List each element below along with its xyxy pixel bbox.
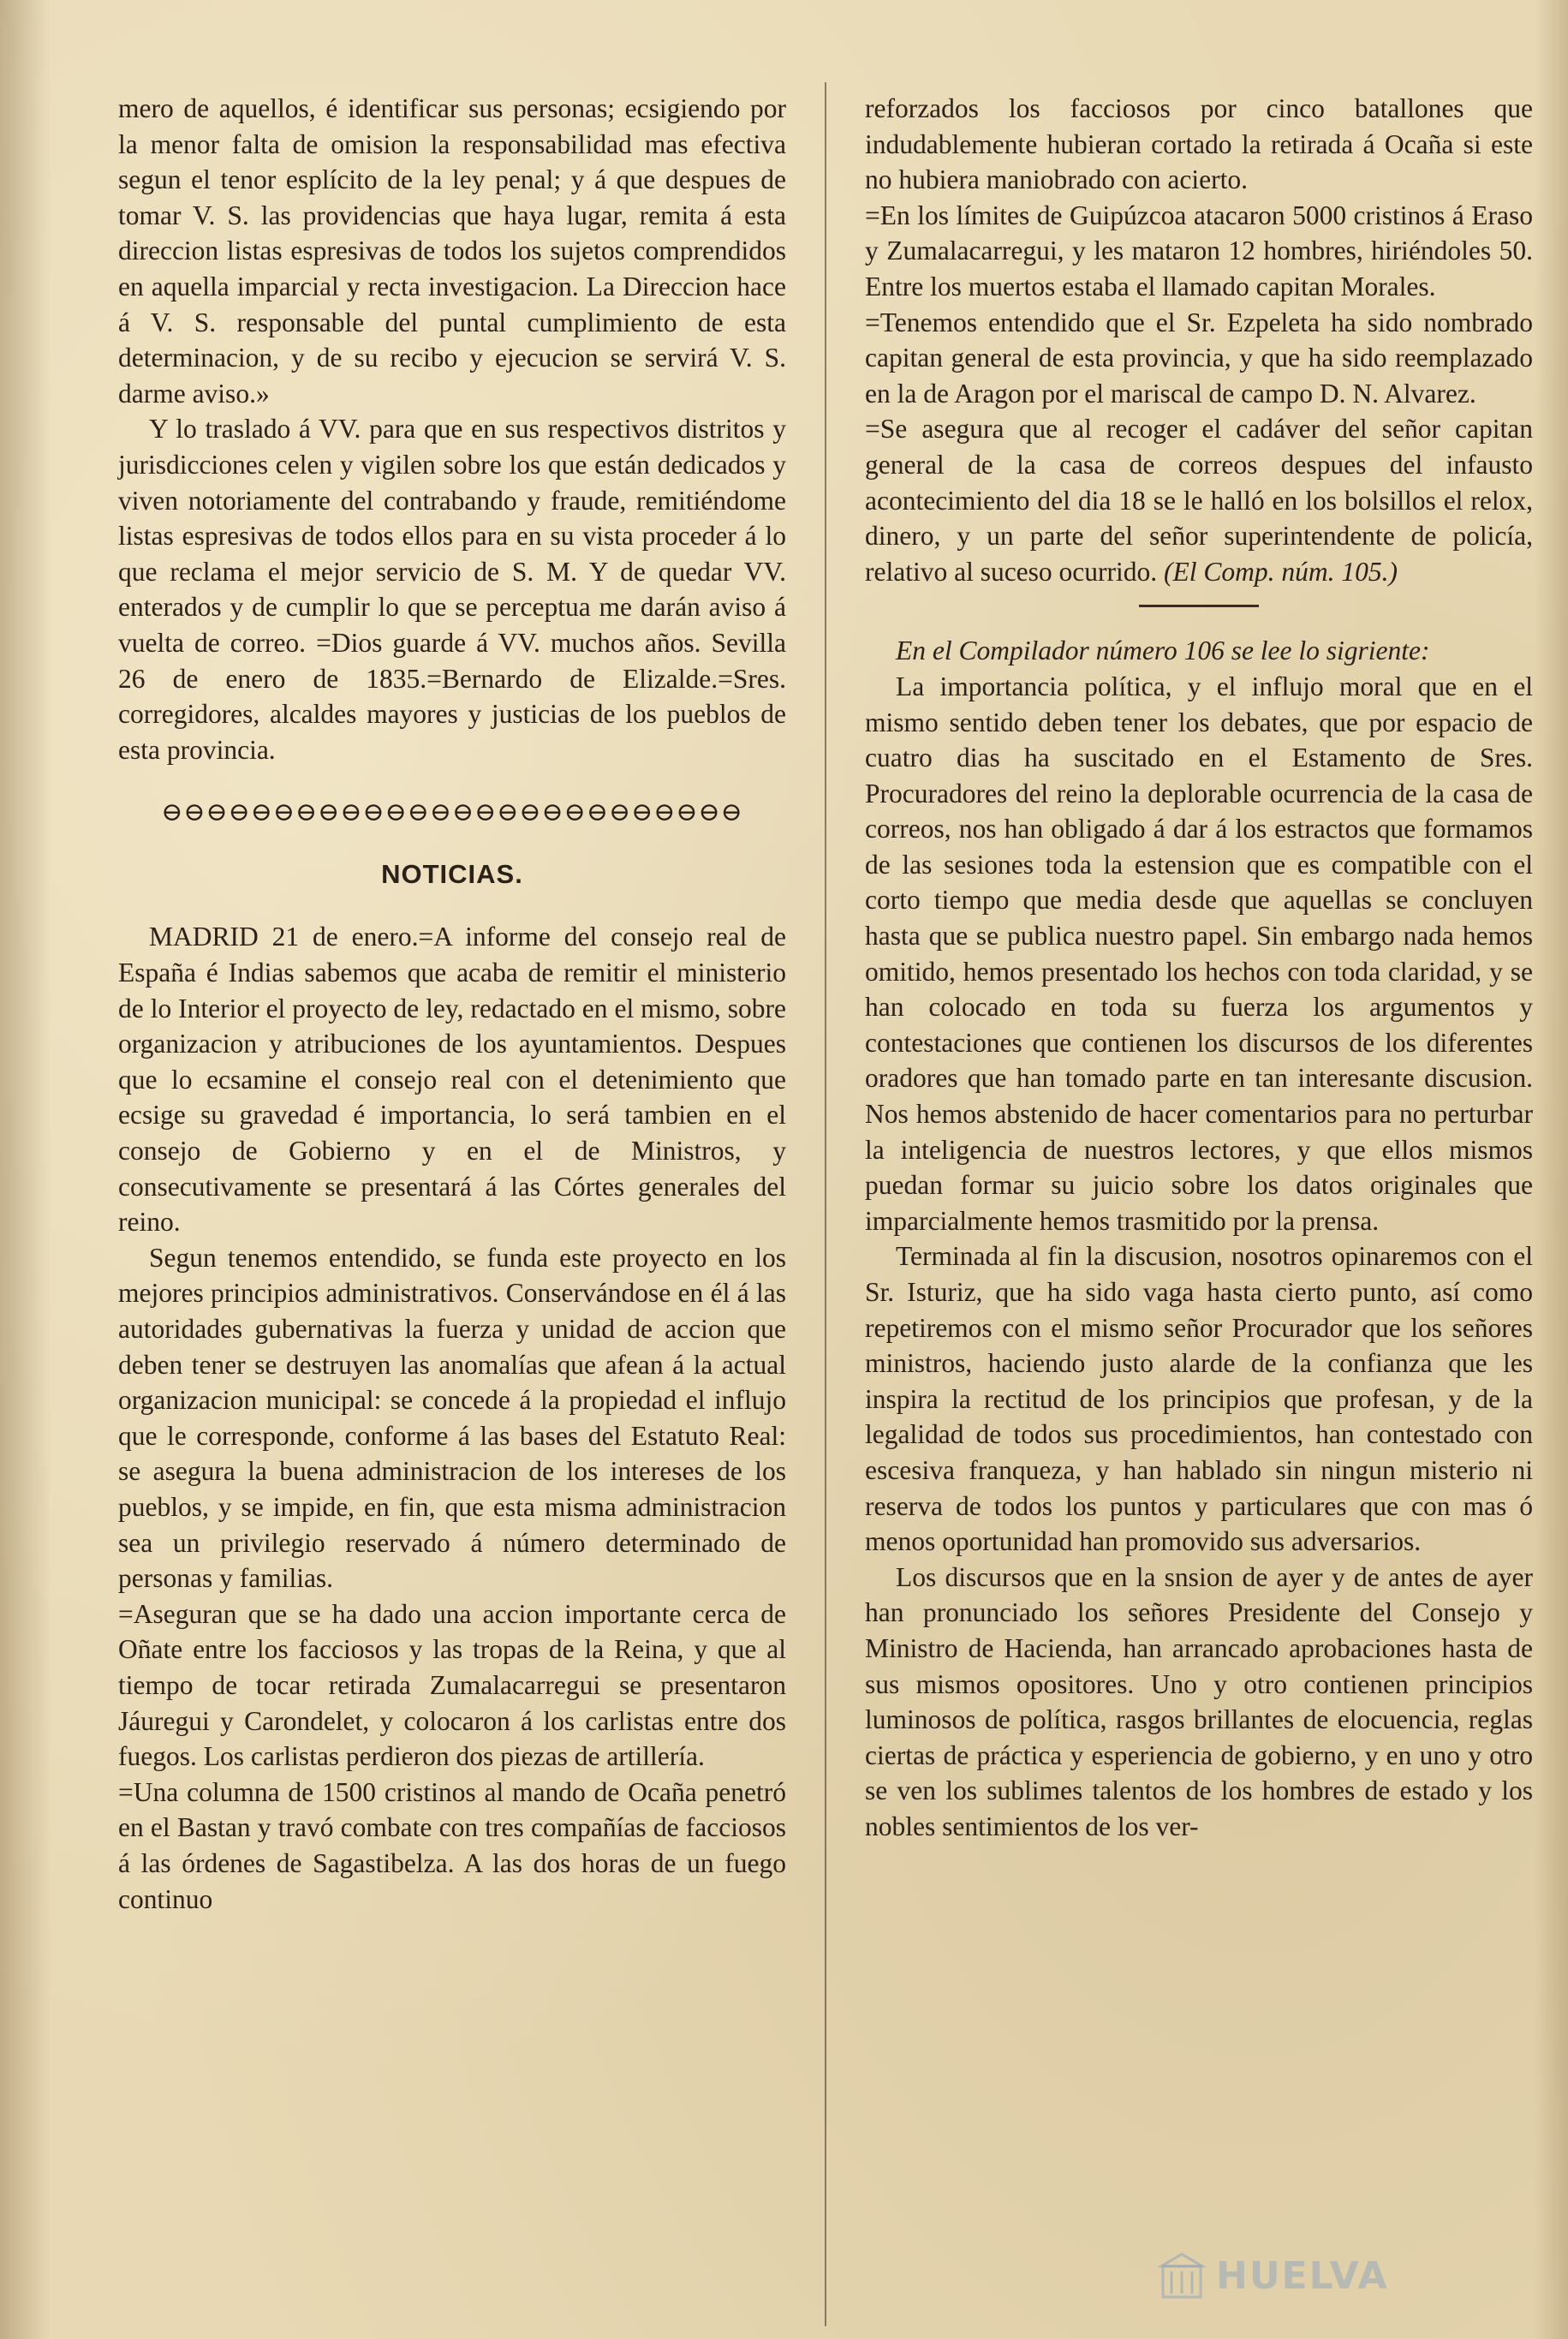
- news-paragraph: =Aseguran que se ha dado una accion importante cerca de Oñate entre los facciosos y las tropas de la Reina, y que al tiempo de tocar retirada Zumalacarregui se presentaron Jáuregui y Carondelet, y colocaron á los carlistas entre dos fuegos. Los carlistas perdieron dos piezas de artillería.: [118, 1598, 786, 1772]
- news-paragraph: Segun tenemos entendido, se funda este proyecto en los mejores principios administrativos. Conservándose en él á las autoridades gubernativas la fuerza y unidad de accion que deben tener se destruyen las anomalías que afean á la actual organizacion municipal: se concede á la propiedad el influjo que le corresponde, conforme á las bases del Estatuto Real: se asegura la buena administracion de los intereses de los pueblos, y se impide, en fin, que esta misma administracion sea un privilegio reservado á número determinado de personas y familias.: [118, 1242, 786, 1594]
- right-column: [865, 91, 1533, 1845]
- archive-building-icon: [1158, 2251, 1206, 2302]
- left-column: [118, 91, 786, 1917]
- separator-rule: [1139, 605, 1259, 607]
- paragraph: La importancia política, y el influjo moral que en el mismo sentido deben tener los debates, que por espacio de cuatro dias ha suscitado en el Estamento de Sres. Procuradores del reino la deplorable ocurrencia de la casa de correos, nos han obligado á dar á los estractos que formamos de las sesiones toda la estension que es compatible con el corto tiempo que media desde que aquellas se concluyen hasta que se publica nuestro papel. Sin embargo nada hemos omitido, hemos presentado los hechos con toda claridad, y se han colocado en toda su fuerza los argumentos y contestaciones que contienen los discursos de los diferentes oradores que han tomado parte en tan interesante discusion. Nos hemos abstenido de hacer comentarios para no perturbar la inteligencia de nuestros lectores, y que ellos mismos puedan formar su juicio sobre los datos originales que imparcialmente hemos trasmitido por la prensa.: [865, 671, 1533, 1236]
- news-dateline: MADRID 21 de enero.: [149, 922, 419, 952]
- watermark-text: HUELVA: [1216, 2254, 1389, 2298]
- ornament-divider: ⊖⊖⊖⊖⊖⊖⊖⊖⊖⊖⊖⊖⊖⊖⊖⊖⊖⊖⊖⊖⊖⊖⊖⊖⊖⊖: [161, 798, 743, 827]
- news-paragraph: =Una columna de 1500 cristinos al mando de Ocaña penetró en el Bastan y travó combate con tres compañías de facciosos á las órdenes de Sagastibelza. A las dos horas de un fuego continuo: [118, 1776, 786, 1914]
- paragraph: Y lo traslado á VV. para que en sus respectivos distritos y jurisdicciones celen y vigilen sobre los que están dedicados y viven notoriamente del contrabando y fraude, remitiéndome listas espresivas de todos ellos para en su vista proceder á lo que reclama el mejor servicio de S. M. Y de quedar VV. enterados y de cumplir lo que se perceptua me darán aviso á vuelta de correo. =Dios guarde á VV. muchos años. Sevilla 26 de enero de 1835.=Bernardo de Elizalde.=Sres. corregidores, alcaldes mayores y justicias de los pueblos de esta provincia.: [118, 414, 786, 765]
- news-paragraph: [118, 919, 786, 1239]
- paragraph-text: =Se asegura que al recoger el cadáver del señor capitan general de la casa de correos despues del infausto acontecimiento del dia 18 se le halló en los bolsillos el relox, dinero, y un parte del señor superintendente de policía, relativo al suceso ocurrido.: [865, 414, 1533, 587]
- page-edge-shadow-left: [0, 0, 51, 2339]
- paragraph: =Tenemos entendido que el Sr. Ezpeleta ha sido nombrado capitan general de esta provincia, y que ha sido reemplazado en la de Aragon por el mariscal de campo D. N. Alvarez.: [865, 307, 1533, 409]
- paragraph: =En los límites de Guipúzcoa atacaron 5000 cristinos á Eraso y Zumalacarregui, y les mataron 12 hombres, hiriéndoles 50. Entre los muertos estaba el llamado capitan Morales.: [865, 200, 1533, 301]
- page-edge-shadow-right: [1534, 0, 1568, 2339]
- compilador-heading: En el Compilador número 106 se lee lo sigriente:: [896, 635, 1430, 666]
- section-title: NOTICIAS.: [381, 858, 523, 889]
- paragraph: Terminada al fin la discusion, nosotros opinaremos con el Sr. Isturiz, que ha sido vaga hasta cierto punto, así como repetiremos con el mismo señor Procurador que los señores ministros, haciendo justo alarde de la confianza que les inspira la rectitud de los principios que profesan, y de la legalidad de todos sus procedimientos, han contestado con escesiva franqueza, y han hablado sin ningun misterio ni reserva de todos los puntos y particulares que con mas ó menos oportunidad han promovido sus adversarios.: [865, 1241, 1533, 1557]
- paragraph: reforzados los facciosos por cinco batallones que indudablemente hubieran cortado la retirada á Ocaña si este no hubiera maniobrado con acierto.: [865, 93, 1533, 195]
- paragraph: Los discursos que en la snsion de ayer y de antes de ayer han pronunciado los señores Presidente del Consejo y Ministro de Hacienda, han arrancado aprobaciones hasta de sus mismos opositores. Uno y otro contienen principios luminosos de política, rasgos brillantes de elocuencia, reglas ciertas de práctica y esperiencia de gobierno, y en uno y otro se ven los sublimes talentos de los hombres de estado y los nobles sentimientos de los ver-: [865, 1561, 1533, 1841]
- paragraph: [865, 411, 1533, 589]
- paragraph: mero de aquellos, é identificar sus personas; ecsigiendo por la menor falta de omision la responsabilidad mas efectiva segun el tenor esplícito de la ley penal; y á que despues de tomar V. S. las providencias que haya lugar, remita á esta direccion listas espresivas de todos los sujetos comprendidos en aquella imparcial y recta investigacion. La Direccion hace á V. S. responsable del puntal cumplimiento de esta determinacion, y de su recibo y ejecucion se servirá V. S. darme aviso.»: [118, 93, 786, 409]
- news-text: =A informe del consejo real de España é Indias sabemos que acaba de remitir el ministerio de lo Interior el proyecto de ley, redactado en el mismo, sobre organizacion y atribuciones de los ayuntamientos. Despues que lo ecsamine el consejo real con el detenimiento que ecsige su gravedad é importancia, lo será tambien en el consejo de Gobierno y en el de Ministros, y consecutivamente se presentará á las Córtes generales del reino.: [118, 922, 787, 1238]
- citation: (El Comp. núm. 105.): [1164, 556, 1398, 587]
- column-divider: [825, 82, 826, 2326]
